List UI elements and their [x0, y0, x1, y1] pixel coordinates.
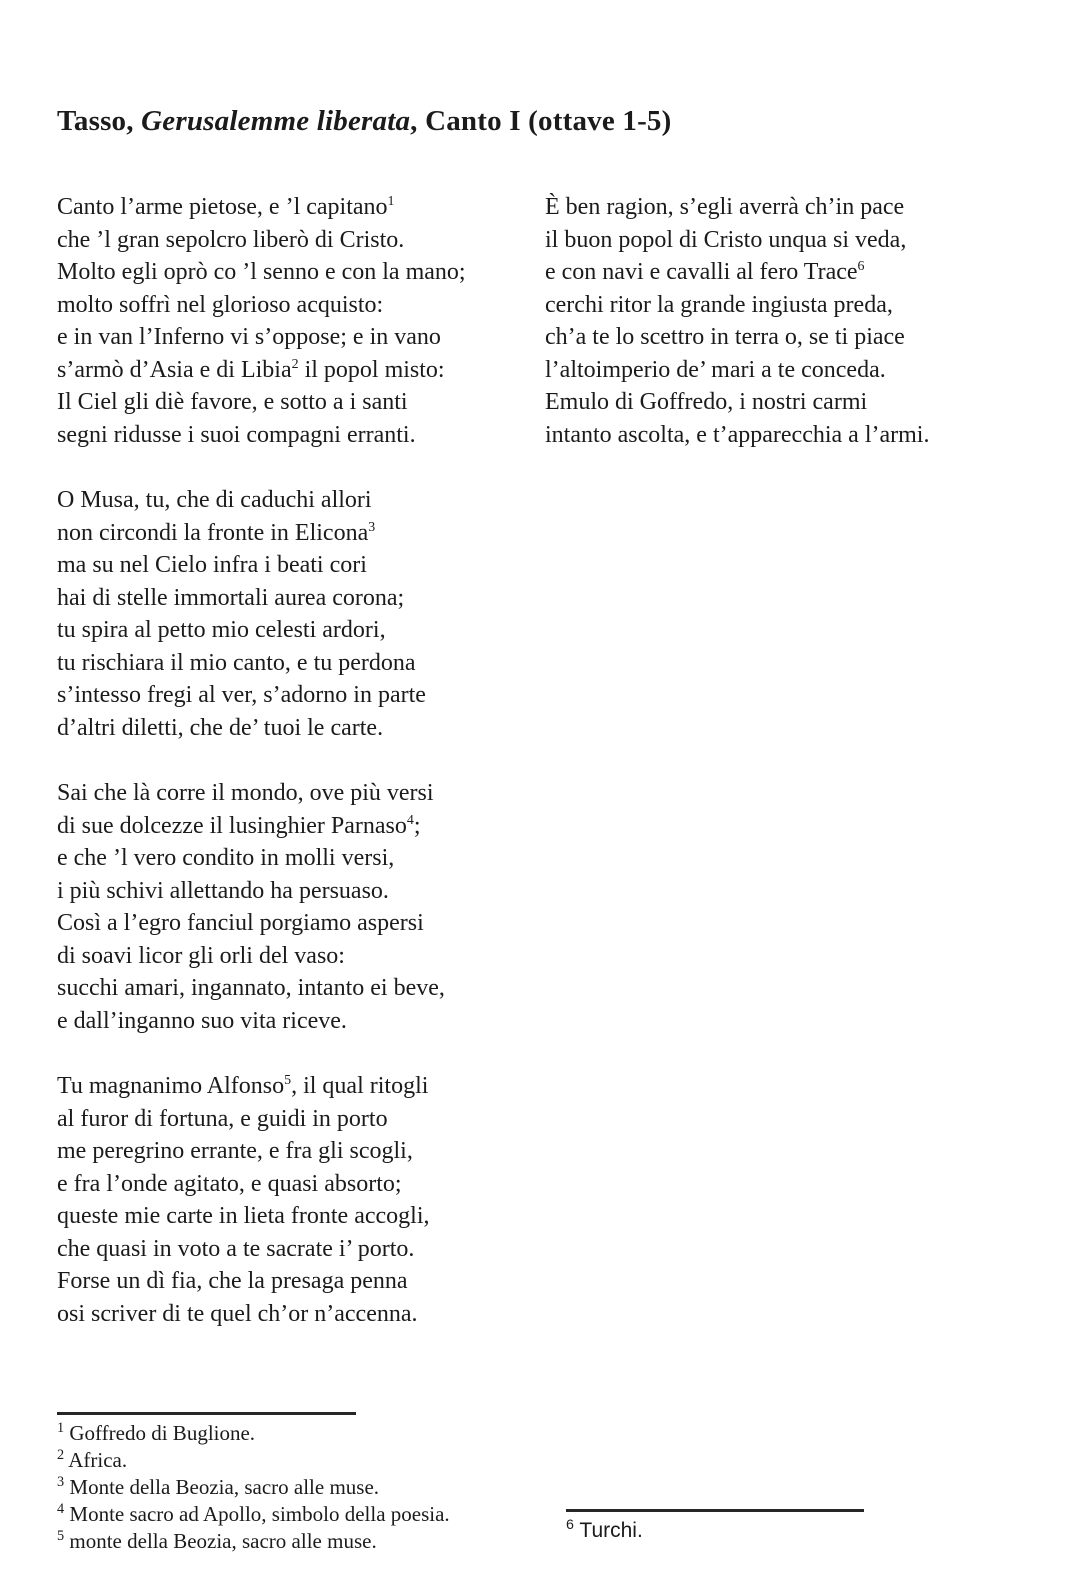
poem-line: che ’l gran sepolcro liberò di Cristo. [57, 226, 405, 253]
poem-line: tu spira al petto mio celesti ardori, [57, 617, 386, 643]
poem-line: segni ridusse i suoi compagni erranti. [57, 421, 416, 448]
footnote-reference: 4 [406, 812, 414, 828]
poem-line: hai di stelle immortali aurea corona; [57, 584, 405, 611]
page-title-prefix: Tasso, [57, 105, 142, 138]
footnote-item: $^5$ monte della Beozia, sacro alle muse. [57, 1528, 377, 1553]
poem-line: s’armò d’Asia e di Libia$^2$ il popol misto: [57, 356, 445, 383]
footnote-item: $^4$ Monte sacro ad Apollo, simbolo della poesia. [57, 1501, 450, 1526]
poem-line: s’intesso fregi al ver, s’adorno in parte [57, 682, 426, 708]
poem-line: ch’a te lo scettro in terra o, se ti piace [545, 324, 905, 350]
footnote-reference: 2 [291, 356, 299, 372]
poem-line: succhi amari, ingannato, intanto ei beve, [57, 975, 445, 1001]
poem-line: tu rischiara il mio canto, e tu perdona [57, 649, 416, 676]
poem-line: O Musa, tu, che di caduchi allori [57, 487, 372, 513]
poem-line: al furor di fortuna, e guidi in porto [57, 1105, 388, 1132]
footnote-item: $^2$ Africa. [57, 1447, 128, 1472]
footnote-reference: 1 [387, 194, 395, 209]
poem-line: intanto ascolta, e t’apparecchia a l’armi. [545, 421, 930, 448]
footnote-reference: 5 [284, 1073, 292, 1088]
poem-line: cerchi ritor la grande ingiusta preda, [545, 291, 893, 318]
poem-stanza [545, 191, 1045, 451]
poem-line: queste mie carte in lieta fronte accogli, [57, 1203, 430, 1229]
footnotes-left [57, 1420, 450, 1555]
poem-column-left [57, 191, 557, 1363]
poem-line: d’altri diletti, che de’ tuoi le carte. [57, 714, 384, 741]
poem-line: e in van l’Inferno vi s’oppose; e in vano [57, 324, 441, 350]
poem-line: Molto egli oprò co ’l senno e con la mano; [57, 259, 466, 285]
poem-line: Così a l’egro fanciul porgiamo aspersi [57, 910, 424, 936]
poem-stanza [57, 1070, 557, 1330]
footnotes-right [566, 1517, 643, 1544]
poem-line: di sue dolcezze il lusinghier Parnaso$^4$; [57, 812, 421, 839]
page-title [57, 105, 672, 138]
poem-line: me peregrino errante, e fra gli scogli, [57, 1138, 413, 1164]
poem-line: Tu magnanimo Alfonso$^5$, il qual ritogli [57, 1073, 429, 1099]
poem-line: Sai che là corre il mondo, ove più versi [57, 780, 434, 806]
poem-line: il buon popol di Cristo unqua si veda, [545, 226, 907, 253]
poem-line: e con navi e cavalli al fero Trace$^6$ [545, 259, 865, 285]
poem-line: ma su nel Cielo infra i beati cori [57, 552, 367, 578]
poem-line: di soavi licor gli orli del vaso: [57, 942, 345, 969]
poem-line: i più schivi allettando ha persuaso. [57, 877, 389, 904]
poem-stanza [57, 777, 557, 1037]
poem-line: osi scriver di te quel ch’or n’accenna. [57, 1300, 418, 1327]
page-title-suffix: , Canto I (ottave 1-5) [410, 105, 672, 138]
poem-line: l’altoimperio de’ mari a te conceda. [545, 356, 886, 383]
poem-line: Forse un dì fia, che la presaga penna [57, 1268, 408, 1294]
footnote-marker: 1 [57, 1420, 65, 1436]
poem-line: È ben ragion, s’egli averrà ch’in pace [545, 194, 905, 220]
footnote-marker: 4 [57, 1501, 65, 1517]
poem-line: e che ’l vero condito in molli versi, [57, 845, 395, 871]
footnote-separator-left [57, 1412, 356, 1415]
poem-line: Il Ciel gli diè favore, e sotto a i santi [57, 389, 408, 415]
poem-line: molto soffrì nel glorioso acquisto: [57, 291, 384, 318]
footnote-item: $^3$ Monte della Beozia, sacro alle muse. [57, 1474, 380, 1499]
poem-line: e dall’inganno suo vita riceve. [57, 1007, 347, 1034]
footnote-marker: 2 [57, 1447, 65, 1463]
footnote-marker: 5 [57, 1528, 65, 1544]
footnote-item: $^1$ Goffredo di Buglione. [57, 1420, 256, 1445]
poem-stanza [57, 191, 557, 451]
poem-line: e fra l’onde agitato, e quasi absorto; [57, 1170, 402, 1197]
footnote-marker: 6 [566, 1517, 574, 1533]
footnote-separator-right [566, 1509, 864, 1512]
footnote-item: $^6$ Turchi. [566, 1517, 643, 1542]
poem-line: che quasi in voto a te sacrate i’ porto. [57, 1235, 415, 1262]
page-title-work-name: Gerusalemme liberata [141, 105, 411, 138]
poem-line: non circondi la fronte in Elicona$^3$ [57, 519, 376, 546]
poem-line: Emulo di Goffredo, i nostri carmi [545, 389, 868, 415]
footnote-reference: 3 [368, 519, 376, 535]
poem-column-right [545, 191, 1045, 484]
poem-stanza [57, 484, 557, 744]
footnote-reference: 6 [857, 259, 865, 274]
footnote-marker: 3 [57, 1474, 65, 1490]
poem-line: Canto l’arme pietose, e ’l capitano$^1$ [57, 194, 395, 220]
